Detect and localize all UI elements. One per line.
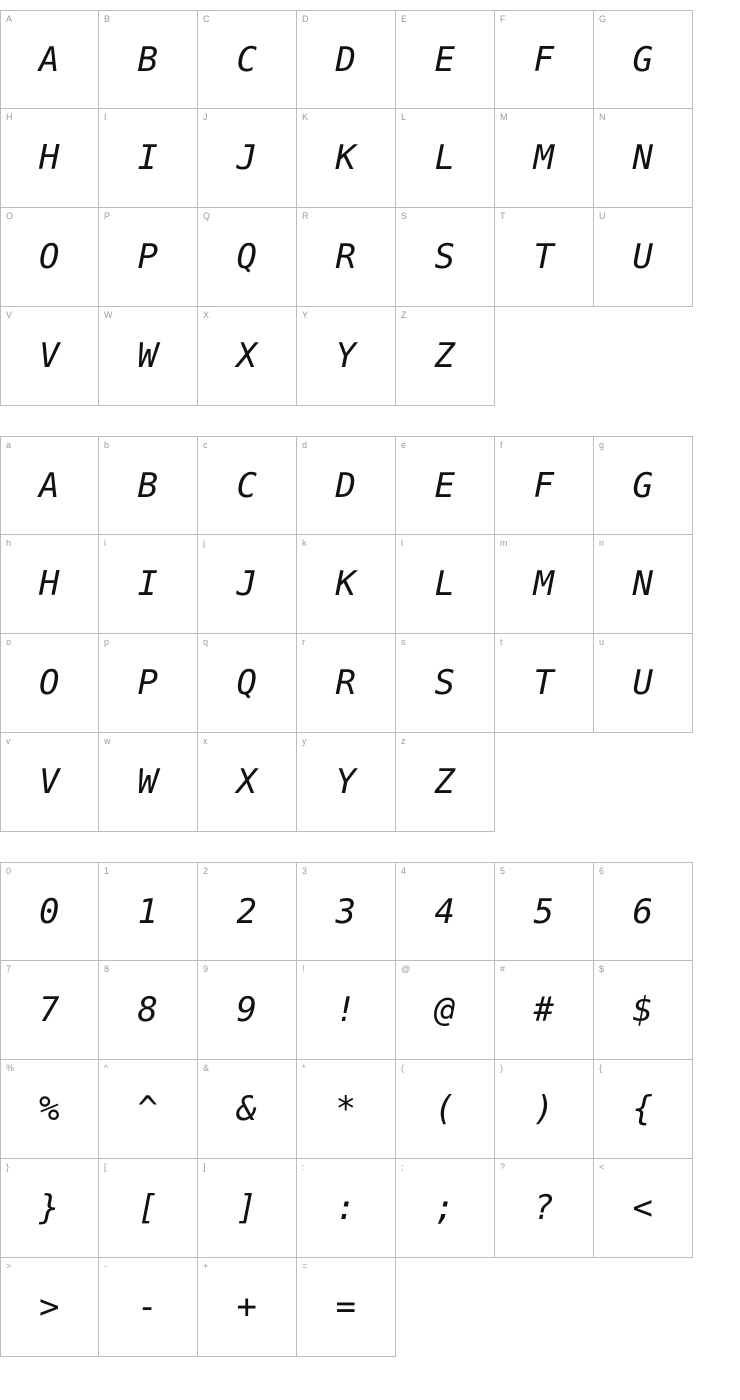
glyph-sample: D [335,465,357,506]
glyph-cell[interactable] [0,10,99,109]
glyph-sample: U [632,663,654,703]
glyph-key-label: u [599,637,605,647]
glyph-cell[interactable] [99,307,198,406]
glyph-key-label: Z [401,310,407,320]
glyph-cell[interactable] [495,535,594,634]
glyph-sample: X [236,762,258,802]
glyph-cell[interactable] [396,535,495,634]
glyph-cell[interactable] [396,634,495,733]
glyph-key-label: 7 [6,964,12,974]
glyph-cell[interactable] [198,307,297,406]
glyph-sample: Y [335,762,357,802]
glyph-sample: G [632,39,654,80]
glyph-key-label: x [203,736,208,746]
glyph-key-label: v [6,736,11,746]
glyph-key-label: O [6,211,14,221]
glyph-cell[interactable] [297,307,396,406]
glyph-cell[interactable] [297,1159,396,1258]
glyph-cell[interactable] [99,1159,198,1258]
glyph-sample: % [39,1089,60,1129]
glyph-sample: 9 [236,990,258,1030]
glyph-key-label: # [500,964,506,974]
glyph-sample: = [335,1287,357,1327]
glyph-sample: ? [533,1188,555,1228]
glyph-sample: T [533,663,555,703]
glyph-key-label: d [302,440,308,450]
glyph-cell[interactable] [495,436,594,535]
glyph-sample: S [434,663,456,703]
glyph-cell[interactable] [495,862,594,961]
glyph-key-label: ( [401,1063,404,1073]
glyph-key-label: c [203,440,208,450]
glyph-key-label: S [401,211,408,221]
glyph-cell-empty [396,1258,495,1357]
glyph-cell[interactable] [297,10,396,109]
glyph-cell[interactable] [297,1258,396,1357]
glyph-cell[interactable] [495,109,594,208]
glyph-sample: U [632,237,654,277]
glyph-sample: $ [632,990,654,1030]
glyph-sample: C [236,465,258,506]
glyph-sample: ! [335,990,357,1030]
glyph-cell-empty [495,307,594,406]
glyph-sample: V [39,336,60,376]
glyph-key-label: b [104,440,110,450]
glyph-cell[interactable] [396,436,495,535]
glyph-sample: D [335,39,357,80]
glyph-cell[interactable] [198,436,297,535]
block-spacer [0,406,740,436]
glyph-sample: F [533,465,555,506]
glyph-sample: E [434,465,456,506]
glyph-sample: J [236,138,258,178]
glyph-key-label: 5 [500,866,506,876]
glyph-key-label: W [104,310,113,320]
glyph-key-label: 3 [302,866,308,876]
glyph-sample: K [335,564,357,604]
glyph-cell[interactable] [99,1258,198,1357]
glyph-sample: O [39,237,60,277]
glyph-sample: N [632,138,654,178]
glyph-key-label: X [203,310,210,320]
glyph-cell-empty [594,307,693,406]
glyph-key-label: p [104,637,110,647]
glyph-sample: W [137,336,159,376]
glyph-sample: Q [236,237,258,277]
glyph-cell[interactable] [198,862,297,961]
glyph-key-label: C [203,14,210,24]
glyph-key-label: m [500,538,508,548]
glyph-key-label: - [104,1261,107,1271]
glyph-sample: P [137,237,159,277]
glyph-cell[interactable] [198,1060,297,1159]
glyph-key-label: e [401,440,407,450]
glyph-cell[interactable] [594,436,693,535]
glyph-cell[interactable] [99,436,198,535]
glyph-key-label: < [599,1162,605,1172]
glyph-sample: ; [434,1188,456,1228]
glyph-key-label: M [500,112,508,122]
glyph-cell[interactable] [0,634,99,733]
glyph-sample: G [632,465,654,506]
glyph-key-label: j [203,538,205,548]
lowercase-block [0,436,740,832]
glyph-cell[interactable] [297,634,396,733]
glyph-sample: Z [434,336,456,376]
glyph-cell[interactable] [99,10,198,109]
glyph-sample: A [39,39,60,80]
glyph-row [0,307,740,406]
glyph-cell[interactable] [495,1159,594,1258]
glyph-cell[interactable] [594,862,693,961]
glyph-key-label: ? [500,1162,506,1172]
glyph-sample: ) [533,1089,555,1129]
glyph-key-label: h [6,538,12,548]
glyph-cell[interactable] [0,535,99,634]
glyph-sample: O [39,663,60,703]
glyph-sample: H [39,138,60,178]
glyph-sample: } [39,1188,60,1228]
glyph-key-label: a [6,440,12,450]
glyph-key-label: { [599,1063,603,1073]
glyph-sample: & [236,1089,258,1129]
character-map-blocks [0,10,740,1357]
glyph-sample: # [533,990,555,1030]
glyph-sample: { [632,1089,654,1129]
glyph-key-label: K [302,112,309,122]
glyph-key-label: ! [302,964,305,974]
glyph-sample: S [434,237,456,277]
glyph-key-label: F [500,14,506,24]
glyph-key-label: 8 [104,964,110,974]
glyph-key-label: U [599,211,606,221]
glyph-sample: 7 [39,990,60,1030]
glyph-sample: 1 [137,891,159,932]
glyph-key-label: R [302,211,309,221]
glyph-cell[interactable] [99,208,198,307]
glyph-sample: F [533,39,555,80]
glyph-sample: @ [434,990,456,1030]
glyph-sample: ] [236,1188,258,1228]
glyph-cell-empty [495,1258,594,1357]
glyph-cell[interactable] [594,535,693,634]
glyph-cell[interactable] [0,436,99,535]
glyph-cell[interactable] [594,634,693,733]
glyph-row [0,1258,740,1357]
glyph-sample: K [335,138,357,178]
glyph-key-label: n [599,538,605,548]
glyph-cell[interactable] [495,10,594,109]
glyph-cell[interactable] [99,862,198,961]
glyph-sample: T [533,237,555,277]
block-spacer [0,832,740,862]
glyph-key-label: l [401,538,403,548]
glyph-cell[interactable] [594,10,693,109]
glyph-row [0,862,740,961]
glyph-key-label: ] [203,1162,206,1172]
glyph-row [0,961,740,1060]
glyph-sample: W [137,762,159,802]
glyph-sample: B [137,465,159,506]
glyph-cell[interactable] [99,109,198,208]
glyph-key-label: w [104,736,111,746]
glyph-cell[interactable] [198,109,297,208]
glyph-key-label: g [599,440,605,450]
glyph-key-label: z [401,736,406,746]
glyph-key-label: o [6,637,12,647]
glyph-sample: - [137,1287,159,1327]
glyph-cell[interactable] [297,1060,396,1159]
glyph-key-label: s [401,637,406,647]
glyph-sample: 6 [632,891,654,932]
glyph-cell[interactable] [495,208,594,307]
glyph-sample: : [335,1188,357,1228]
glyph-key-label: H [6,112,13,122]
glyph-cell[interactable] [198,1258,297,1357]
glyph-sample: H [39,564,60,604]
glyph-key-label: $ [599,964,605,974]
glyph-row [0,208,740,307]
glyph-key-label: J [203,112,208,122]
glyph-cell[interactable] [297,862,396,961]
glyph-key-label: k [302,538,307,548]
glyph-cell[interactable] [0,1060,99,1159]
glyph-sample: M [533,138,555,178]
glyph-key-label: 4 [401,866,407,876]
glyph-cell[interactable] [198,10,297,109]
glyph-key-label: Q [203,211,211,221]
glyph-sample: 5 [533,891,555,932]
glyph-cell[interactable] [0,1258,99,1357]
glyph-cell[interactable] [0,208,99,307]
glyph-sample: R [335,663,357,703]
glyph-cell[interactable] [396,109,495,208]
glyph-key-label: B [104,14,111,24]
glyph-cell[interactable] [99,535,198,634]
glyph-key-label: E [401,14,408,24]
glyph-row [0,634,740,733]
glyph-sample: V [39,762,60,802]
glyph-cell[interactable] [396,862,495,961]
glyph-cell[interactable] [198,1159,297,1258]
glyph-row [0,1159,740,1258]
glyph-key-label: i [104,538,106,548]
glyph-key-label: ; [401,1162,404,1172]
glyph-cell[interactable] [0,862,99,961]
glyph-cell[interactable] [198,535,297,634]
glyph-key-label: V [6,310,13,320]
glyph-row [0,436,740,535]
glyph-key-label: N [599,112,606,122]
glyph-sample: A [39,465,60,506]
glyph-sample: [ [137,1188,159,1228]
glyph-sample: ^ [137,1089,159,1129]
glyph-sample: I [137,564,159,604]
glyph-cell[interactable] [396,10,495,109]
glyph-cell-empty [495,733,594,832]
glyph-row [0,535,740,634]
glyph-key-label: 9 [203,964,209,974]
glyph-sample: X [236,336,258,376]
glyph-cell[interactable] [198,634,297,733]
glyph-key-label: r [302,637,305,647]
glyph-sample: + [236,1287,258,1327]
glyph-sample: L [434,138,456,178]
glyph-cell[interactable] [99,733,198,832]
glyph-sample: M [533,564,555,604]
digits-symbols-block [0,862,740,1357]
glyph-cell[interactable] [297,436,396,535]
glyph-sample: P [137,663,159,703]
glyph-key-label: + [203,1261,209,1271]
glyph-cell[interactable] [0,733,99,832]
glyph-sample: E [434,39,456,80]
glyph-key-label: ) [500,1063,503,1073]
glyph-sample: B [137,39,159,80]
glyph-sample: * [335,1089,357,1129]
glyph-cell[interactable] [0,109,99,208]
glyph-cell[interactable] [594,1159,693,1258]
glyph-cell[interactable] [99,1060,198,1159]
glyph-sample: > [39,1287,60,1327]
glyph-key-label: P [104,211,111,221]
glyph-key-label: & [203,1063,210,1073]
glyph-key-label: : [302,1162,305,1172]
glyph-row [0,10,740,109]
glyph-sample: R [335,237,357,277]
glyph-cell[interactable] [0,1159,99,1258]
glyph-key-label: 2 [203,866,209,876]
glyph-key-label: Y [302,310,309,320]
glyph-cell[interactable] [495,634,594,733]
glyph-cell[interactable] [0,307,99,406]
glyph-key-label: t [500,637,503,647]
glyph-key-label: [ [104,1162,107,1172]
glyph-sample: 4 [434,891,456,932]
glyph-cell[interactable] [297,208,396,307]
glyph-key-label: A [6,14,13,24]
glyph-key-label: % [6,1063,15,1073]
glyph-sample: C [236,39,258,80]
glyph-cell[interactable] [396,1159,495,1258]
glyph-key-label: f [500,440,503,450]
glyph-sample: J [236,564,258,604]
glyph-cell[interactable] [396,208,495,307]
glyph-sample: ( [434,1089,456,1129]
glyph-key-label: G [599,14,607,24]
glyph-cell[interactable] [297,535,396,634]
glyph-cell[interactable] [396,961,495,1060]
glyph-sample: 2 [236,891,258,932]
glyph-cell[interactable] [396,307,495,406]
glyph-sample: Z [434,762,456,802]
glyph-key-label: D [302,14,309,24]
glyph-key-label: 1 [104,866,110,876]
glyph-sample: < [632,1188,654,1228]
glyph-key-label: } [6,1162,10,1172]
glyph-cell[interactable] [495,1060,594,1159]
glyph-sample: Q [236,663,258,703]
glyph-cell[interactable] [594,961,693,1060]
glyph-cell[interactable] [99,634,198,733]
glyph-cell-empty [594,1258,693,1357]
glyph-cell[interactable] [297,961,396,1060]
uppercase-block [0,10,740,406]
glyph-cell[interactable] [297,733,396,832]
glyph-sample: 0 [39,891,60,932]
glyph-cell[interactable] [594,1060,693,1159]
glyph-cell[interactable] [198,208,297,307]
glyph-cell[interactable] [396,733,495,832]
glyph-row [0,1060,740,1159]
glyph-key-label: I [104,112,107,122]
glyph-cell[interactable] [594,109,693,208]
glyph-sample: 8 [137,990,159,1030]
glyph-sample: L [434,564,456,604]
glyph-key-label: @ [401,964,411,974]
glyph-key-label: T [500,211,506,221]
glyph-cell[interactable] [396,1060,495,1159]
glyph-row [0,109,740,208]
glyph-cell[interactable] [495,961,594,1060]
glyph-key-label: = [302,1261,308,1271]
glyph-key-label: > [6,1261,12,1271]
glyph-key-label: q [203,637,209,647]
glyph-key-label: * [302,1063,306,1073]
glyph-cell[interactable] [198,733,297,832]
glyph-key-label: 0 [6,866,12,876]
glyph-cell[interactable] [99,961,198,1060]
glyph-sample: Y [335,336,357,376]
glyph-row [0,733,740,832]
glyph-cell[interactable] [594,208,693,307]
glyph-sample: 3 [335,891,357,932]
glyph-cell-empty [594,733,693,832]
glyph-cell[interactable] [0,961,99,1060]
glyph-key-label: 6 [599,866,605,876]
glyph-cell[interactable] [297,109,396,208]
glyph-cell[interactable] [198,961,297,1060]
glyph-key-label: y [302,736,307,746]
glyph-sample: N [632,564,654,604]
glyph-sample: I [137,138,159,178]
glyph-key-label: ^ [104,1063,109,1073]
glyph-key-label: L [401,112,407,122]
